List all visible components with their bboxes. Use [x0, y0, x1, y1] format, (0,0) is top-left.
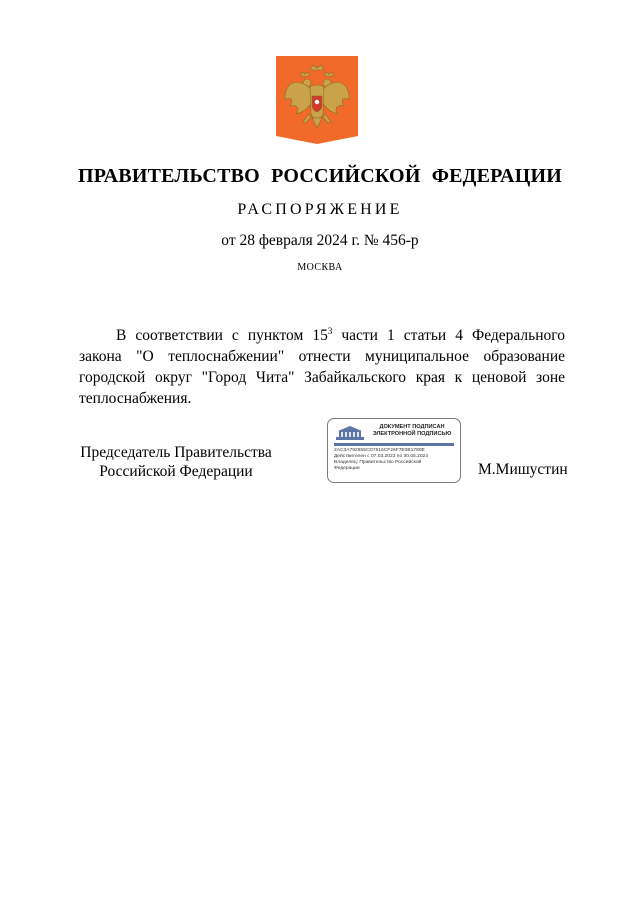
- body-line-1: В соответствии с пунктом $15^3$ части 1 статьи 4 Федерального: [116, 325, 565, 344]
- order-body-text: [79, 325, 565, 409]
- body-line-2: закона "О теплоснабжении" отнести муниципальное образование: [79, 348, 565, 365]
- stamp-validity: Действителен с 07.03.2023 по 30.05.2024: [334, 454, 428, 459]
- government-title: ПРАВИТЕЛЬСТВО РОССИЙСКОЙ ФЕДЕРАЦИИ: [78, 165, 562, 187]
- signer-position: Председатель Правительства Российской Федерации: [80, 444, 272, 480]
- stamp-owner-cont: Федерации: [334, 466, 360, 471]
- body-line-4: теплоснабжения.: [79, 390, 192, 407]
- stamp-details: [334, 448, 458, 472]
- electronic-signature-stamp: [327, 418, 461, 483]
- stamp-divider-bar: [334, 443, 454, 446]
- stamp-owner: Владелец: Правительство Российской: [334, 460, 422, 465]
- footnote-superscript: 3: [327, 325, 333, 336]
- government-building-icon: [335, 425, 365, 441]
- signer-name: М.Мишустин: [478, 461, 568, 478]
- coat-of-arms-emblem: [276, 56, 358, 144]
- body-line-3: городской округ "Город Чита" Забайкальского края к ценовой зоне: [79, 369, 565, 386]
- stamp-certificate: 2AC3A792955CD7616CF26F7E0B1780E: [334, 448, 425, 453]
- stamp-heading: ДОКУМЕНТ ПОДПИСАН ЭЛЕКТРОННОЙ ПОДПИСЬЮ: [372, 424, 452, 437]
- document-date-number: от 28 февраля 2024 г. № 456-р: [221, 232, 419, 249]
- document-city: МОСКВА: [297, 262, 343, 273]
- document-type: РАСПОРЯЖЕНИЕ: [237, 201, 403, 218]
